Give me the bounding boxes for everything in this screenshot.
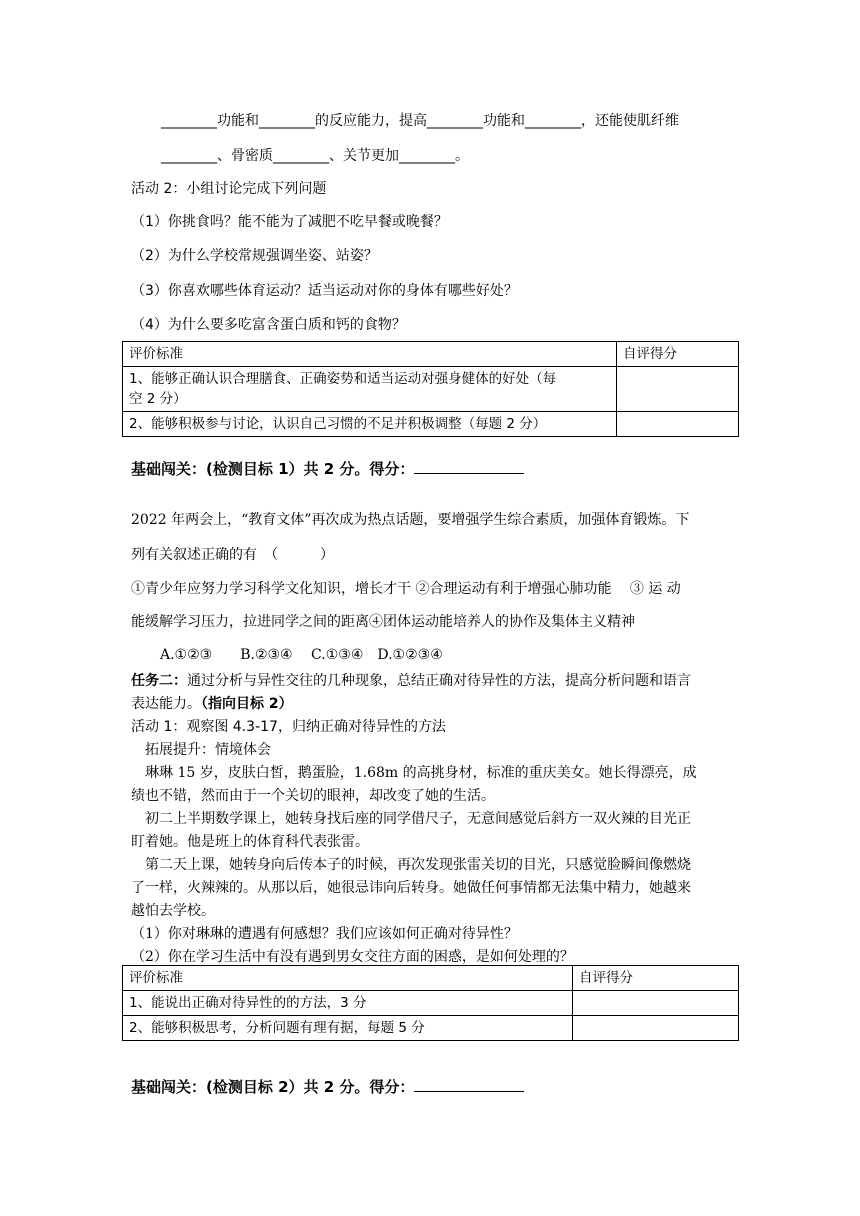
story-p3-line-2: 了一样，火辣辣的。从那以后，她很忌讳向后转身。她做任何事情都无法集中精力，她越来 xyxy=(131,880,691,896)
check1-label: 基础闯关：(检测目标 1）共 2 分。得分： xyxy=(131,460,415,478)
story-p1-line-1: 琳琳 15 岁，皮肤白皙，鹅蛋脸，1.68m 的高挑身材，标准的重庆美女。她长得漂亮，成 xyxy=(145,765,697,781)
story-p2-line-1: 初二上半期数学课上，她转身找后座的同学借尺子，无意间感觉后斜方一双火辣的目光正 xyxy=(145,811,691,827)
story-p2-line-2: 盯着她。他是班上的体育科代表张雷。 xyxy=(131,834,369,850)
table1-row-1-line-1: 1、能够正确认识合理膳食、正确姿势和适当运动对强身健体的好处（每 xyxy=(129,371,557,387)
activity2-question-1: （1）你挑食吗？能不能为了减肥不吃早餐或晚餐？ xyxy=(131,214,448,230)
task2-extend-title: 拓展提升：情境体会 xyxy=(145,742,271,758)
story-p3-line-1: 第二天上课，她转身向后传本子的时候，再次发现张雷关切的目光，只感觉脸瞬间像燃烧 xyxy=(145,857,691,873)
question-options-line-2: 能缓解学习压力，拉进同学之间的距离④团体运动能培养人的协作及集体主义精神 xyxy=(131,614,635,630)
question-options-line-1: ①青少年应努力学习科学文化知识，增长才干 ②合理运动有利于增强心肺功能 ③ 运 动 xyxy=(131,581,681,597)
table1-row-2-criteria: 2、能够积极参与讨论，认识自己习惯的不足并积极调整（每题 2 分） xyxy=(123,412,617,437)
check2-score-blank[interactable] xyxy=(414,1091,524,1092)
task2-activity-1: 活动 1：观察图 4.3-17，归纳正确对待异性的方法 xyxy=(131,719,446,735)
fill-blank-line-1: ________功能和________的反应能力，提高________功能和________，还能使肌纤维 xyxy=(161,113,679,129)
table2-row-2-score-cell[interactable] xyxy=(573,1016,739,1041)
table2-header-criteria: 评价标准 xyxy=(123,966,573,991)
table2-row-1-score-cell[interactable] xyxy=(573,991,739,1016)
table2-row-2-criteria: 2、能够积极思考，分析问题有理有据，每题 5 分 xyxy=(123,1016,573,1041)
task2-intro-line-2 xyxy=(131,694,293,714)
task2-label: 任务二： xyxy=(131,673,187,689)
table1-row-1-criteria xyxy=(123,367,617,412)
activity2-question-4: （4）为什么要多吃富含蛋白质和钙的食物？ xyxy=(131,317,406,333)
task2-question-2: （2）你在学习生活中有没有遇到男女交往方面的困惑，是如何处理的？ xyxy=(131,949,574,965)
check2-heading xyxy=(131,1077,524,1097)
question-stem-line-2: 列有关叙述正确的有 （ ） xyxy=(131,547,334,563)
table1-row-1-score-cell[interactable] xyxy=(617,367,739,412)
question-stem-line-1: 2022 年两会上，“教育文体”再次成为热点话题，要增强学生综合素质，加强体育锻炼。下 xyxy=(131,512,690,528)
table2-header-score: 自评得分 xyxy=(573,966,739,991)
table1-row-2-score-cell[interactable] xyxy=(617,412,739,437)
story-p1-line-2: 绩也不错，然而由于一个关切的眼神，却改变了她的生活。 xyxy=(131,788,495,804)
story-p3-line-3: 越怕去学校。 xyxy=(131,903,215,919)
task2-question-1: （1）你对琳琳的遭遇有何感想？我们应该如何正确对待异性？ xyxy=(131,926,518,942)
task2-text-line-2: 表达能力。 xyxy=(131,696,201,712)
check2-label: 基础闯关：(检测目标 2）共 2 分。得分： xyxy=(131,1078,415,1096)
activity2-question-2: （2）为什么学校常规强调坐姿、站姿？ xyxy=(131,248,378,264)
activity2-question-3: （3）你喜欢哪些体育运动？适当运动对你的身体有哪些好处？ xyxy=(131,283,518,299)
table2-row-1-criteria: 1、能说出正确对待异性的的方法，3 分 xyxy=(123,991,573,1016)
evaluation-table-2 xyxy=(122,965,739,1041)
activity2-title: 活动 2：小组讨论完成下列问题 xyxy=(131,181,327,197)
check1-score-blank[interactable] xyxy=(414,473,524,474)
task2-intro-line-1 xyxy=(131,671,691,691)
question-choices: A.①②③ B.②③④ C.①③④ D.①②③④ xyxy=(160,647,443,663)
task2-text-line-1: 通过分析与异性交往的几种现象，总结正确对待异性的方法，提高分析问题和语言 xyxy=(187,673,691,689)
table1-row-1-line-2: 空 2 分） xyxy=(129,391,187,407)
evaluation-table-1 xyxy=(122,341,739,437)
check1-heading xyxy=(131,459,524,479)
table1-header-score: 自评得分 xyxy=(617,342,739,367)
fill-blank-line-2: ________、骨密质________、关节更加________。 xyxy=(161,148,469,164)
table1-header-criteria: 评价标准 xyxy=(123,342,617,367)
task2-target: （指向目标 2） xyxy=(201,696,293,712)
